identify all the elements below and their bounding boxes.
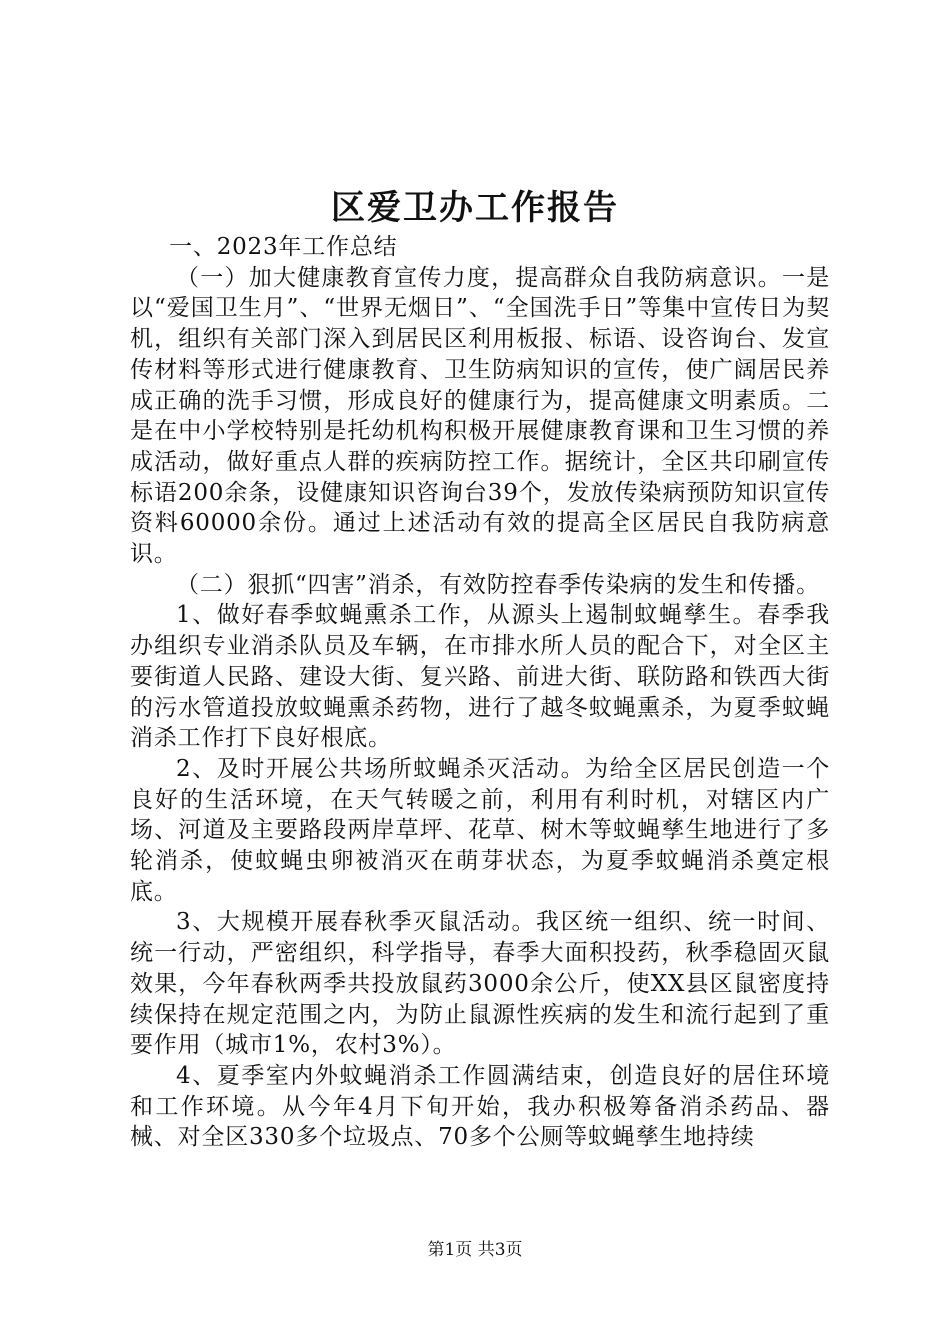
paragraph: （一）加大健康教育宣传力度，提高群众自我防病意识。一是以“爱国卫生月”、“世界无烟日”、“全国洗手日”等集中宣传日为契机，组织有关部门深入到居民区利用板报、标语、设咨询台、发宣传材料等形式进行健康教育、卫生防病知识的宣传，使广阔居民养成正确的洗手习惯，形成良好的健康行为，提高健康文明素质。二是在中小学校特别是托幼机构积极开展健康教育课和卫生习惯的养成活动，做好重点人群的疾病防控工作。据统计，全区共印刷宣传标语200余条，设健康知识咨询台39个，发放传染病预防知识宣传资料60000余份。通过上述活动有效的提高全区居民自我防病意识。 bbox=[130, 264, 830, 568]
paragraph: 2、及时开展公共场所蚊蝇杀灭活动。为给全区居民创造一个良好的生活环境，在天气转暖之前，利用有利时机，对辖区内广场、河道及主要路段两岸草坪、花草、树木等蚊蝇孳生地进行了多轮消杀，使蚊蝇虫卵被消灭在萌芽状态，为夏季蚊蝇消杀奠定根底。 bbox=[130, 755, 830, 905]
paragraph: 1、做好春季蚊蝇熏杀工作，从源头上遏制蚊蝇孳生。春季我办组织专业消杀队员及车辆，在市排水所人员的配合下，对全区主要街道人民路、建设大街、复兴路、前进大街、联防路和铁西大街的污水管道投放蚊蝇熏杀药物，进行了越冬蚊蝇熏杀，为夏季蚊蝇消杀工作打下良好根底。 bbox=[130, 602, 830, 752]
paragraph: 3、大规模开展春秋季灭鼠活动。我区统一组织、统一时间、统一行动，严密组织，科学指导，春季大面积投药，秋季稳固灭鼠效果，今年春秋两季共投放鼠药3000余公斤，使XX县区鼠密度持续保持在规定范围之内，为防止鼠源性疾病的发生和流行起到了重要作用（城市1%，农村3%）。 bbox=[130, 909, 830, 1059]
paragraph: 4、夏季室内外蚊蝇消杀工作圆满结束，创造良好的居住环境和工作环境。从今年4月下旬开始，我办积极筹备消杀药品、器械、对全区330多个垃圾点、70多个公厕等蚊蝇孳生地持续 bbox=[130, 1062, 830, 1151]
document-body bbox=[130, 232, 830, 1153]
paragraph: （二）狠抓“四害”消杀，有效防控春季传染病的发生和传播。 bbox=[176, 571, 820, 598]
section-heading: 一、2023年工作总结 bbox=[169, 234, 398, 260]
page-footer: 第1页 共3页 bbox=[427, 1240, 523, 1260]
document-title: 区爱卫办工作报告 bbox=[331, 188, 619, 228]
